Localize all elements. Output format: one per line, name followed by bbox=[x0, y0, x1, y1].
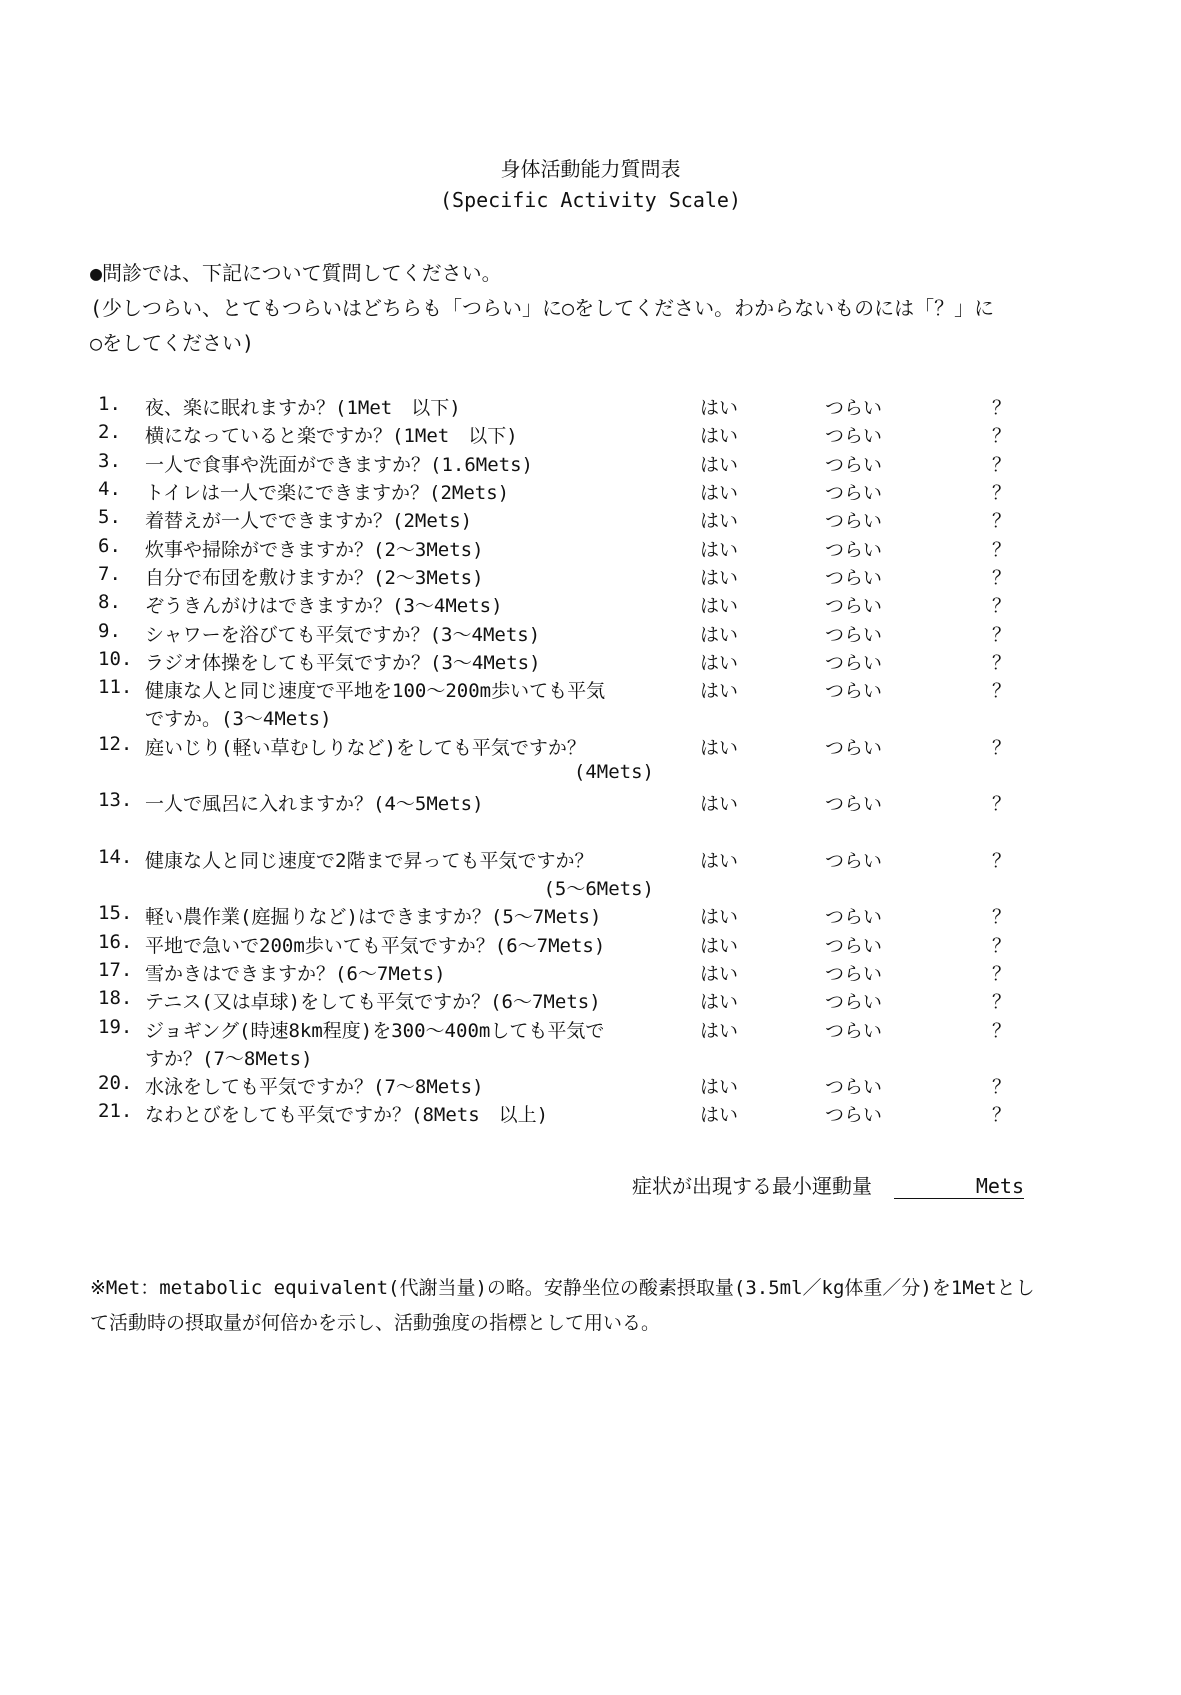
option-unknown[interactable]: ？ bbox=[992, 652, 1012, 674]
question-text: 庭いじり(軽い草むしりなど)をしても平気ですか？ bbox=[145, 737, 586, 759]
question-number: 10. bbox=[98, 648, 133, 670]
option-yes[interactable]: はい bbox=[700, 652, 739, 674]
option-unknown[interactable]: ？ bbox=[992, 906, 1012, 928]
option-yes[interactable]: はい bbox=[700, 793, 739, 815]
option-unknown[interactable]: ？ bbox=[992, 624, 1012, 646]
instruction-line-2: (少しつらい、とてもつらいはどちらも「つらい」に○をしてください。わからないものには「？」に bbox=[90, 296, 995, 320]
question-text-cont: すか？(7～8Mets) bbox=[145, 1048, 313, 1070]
option-yes[interactable]: はい bbox=[700, 510, 739, 532]
question-row bbox=[0, 902, 1181, 930]
question-number: 4. bbox=[98, 478, 121, 500]
option-yes[interactable]: はい bbox=[700, 567, 739, 589]
question-row bbox=[0, 506, 1181, 534]
option-unknown[interactable]: ？ bbox=[992, 850, 1012, 872]
question-text: 炊事や掃除ができますか？(2～3Mets) bbox=[145, 539, 484, 561]
question-text: 軽い農作業(庭掘りなど)はできますか？(5～7Mets) bbox=[145, 906, 602, 928]
question-text: ぞうきんがけはできますか？(3～4Mets) bbox=[145, 595, 503, 617]
question-text: 夜、楽に眠れますか？(1Met 以下) bbox=[145, 397, 461, 419]
option-yes[interactable]: はい bbox=[700, 1104, 739, 1126]
instruction-line-3: ○をしてください) bbox=[90, 331, 255, 355]
question-text: 一人で風呂に入れますか？(4～5Mets) bbox=[145, 793, 484, 815]
option-yes[interactable]: はい bbox=[700, 991, 739, 1013]
question-text: 平地で急いで200m歩いても平気ですか？(6～7Mets) bbox=[145, 935, 606, 957]
option-unknown[interactable]: ？ bbox=[992, 539, 1012, 561]
option-unknown[interactable]: ？ bbox=[992, 737, 1012, 759]
option-unknown[interactable]: ？ bbox=[992, 935, 1012, 957]
option-unknown[interactable]: ？ bbox=[992, 963, 1012, 985]
option-yes[interactable]: はい bbox=[700, 850, 739, 872]
question-text: テニス(又は卓球)をしても平気ですか？(6～7Mets) bbox=[145, 991, 601, 1013]
option-hard[interactable]: つらい bbox=[825, 906, 883, 928]
question-row bbox=[0, 421, 1181, 449]
summary-label: 症状が出現する最小運動量 bbox=[632, 1174, 872, 1198]
option-unknown[interactable]: ？ bbox=[992, 567, 1012, 589]
option-yes[interactable]: はい bbox=[700, 737, 739, 759]
question-number: 6. bbox=[98, 535, 121, 557]
question-number: 14. bbox=[98, 846, 133, 868]
question-row bbox=[0, 620, 1181, 648]
question-number: 7. bbox=[98, 563, 121, 585]
question-number: 8. bbox=[98, 591, 121, 613]
question-text: ジョギング(時速8km程度)を300～400mしても平気で bbox=[145, 1020, 605, 1042]
question-row bbox=[0, 648, 1181, 676]
option-hard[interactable]: つらい bbox=[825, 482, 883, 504]
question-row bbox=[0, 987, 1181, 1015]
question-text: 雪かきはできますか？(6～7Mets) bbox=[145, 963, 446, 985]
question-row bbox=[0, 789, 1181, 817]
option-hard[interactable]: つらい bbox=[825, 991, 883, 1013]
option-hard[interactable]: つらい bbox=[825, 737, 883, 759]
option-unknown[interactable]: ？ bbox=[992, 991, 1012, 1013]
option-unknown[interactable]: ？ bbox=[992, 510, 1012, 532]
option-unknown[interactable]: ？ bbox=[992, 482, 1012, 504]
question-text: 健康な人と同じ速度で平地を100～200m歩いても平気 bbox=[145, 680, 606, 702]
question-text: トイレは一人で楽にできますか？(2Mets) bbox=[145, 482, 510, 504]
question-text: 一人で食事や洗面ができますか？(1.6Mets) bbox=[145, 454, 533, 476]
footnote-line-1: ※Met：metabolic equivalent(代謝当量)の略。安静坐位の酸素摂取量(3.5ml／kg体重／分)を1Metとし bbox=[90, 1277, 1035, 1299]
question-row bbox=[0, 478, 1181, 506]
option-hard[interactable]: つらい bbox=[825, 510, 883, 532]
question-number: 21. bbox=[98, 1100, 133, 1122]
option-unknown[interactable]: ？ bbox=[992, 595, 1012, 617]
option-hard[interactable]: つらい bbox=[825, 454, 883, 476]
question-row bbox=[0, 393, 1181, 421]
option-hard[interactable]: つらい bbox=[825, 624, 883, 646]
question-number: 12. bbox=[98, 733, 133, 755]
option-unknown[interactable]: ？ bbox=[992, 1104, 1012, 1126]
option-hard[interactable]: つらい bbox=[825, 963, 883, 985]
question-text: 自分で布団を敷けますか？(2～3Mets) bbox=[145, 567, 484, 589]
question-row bbox=[0, 931, 1181, 959]
summary-line bbox=[632, 1170, 1024, 1199]
option-hard[interactable]: つらい bbox=[825, 397, 883, 419]
option-unknown[interactable]: ？ bbox=[992, 1076, 1012, 1098]
option-hard[interactable]: つらい bbox=[825, 425, 883, 447]
question-number: 16. bbox=[98, 931, 133, 953]
option-hard[interactable]: つらい bbox=[825, 595, 883, 617]
option-yes[interactable]: はい bbox=[700, 1020, 739, 1042]
question-text: シャワーを浴びても平気ですか？(3～4Mets) bbox=[145, 624, 541, 646]
question-row bbox=[0, 959, 1181, 987]
option-hard[interactable]: つらい bbox=[825, 567, 883, 589]
question-row bbox=[0, 676, 1181, 730]
mets-unit: Mets bbox=[975, 1174, 1024, 1198]
option-yes[interactable]: はい bbox=[700, 906, 739, 928]
question-text-cont: ですか。(3～4Mets) bbox=[145, 708, 332, 730]
question-row bbox=[0, 1072, 1181, 1100]
option-yes[interactable]: はい bbox=[700, 624, 739, 646]
option-unknown[interactable]: ？ bbox=[992, 1020, 1012, 1042]
option-hard[interactable]: つらい bbox=[825, 1020, 883, 1042]
option-unknown[interactable]: ？ bbox=[992, 425, 1012, 447]
question-number: 2. bbox=[98, 421, 121, 443]
question-row bbox=[0, 535, 1181, 563]
option-yes[interactable]: はい bbox=[700, 397, 739, 419]
option-hard[interactable]: つらい bbox=[825, 652, 883, 674]
option-unknown[interactable]: ？ bbox=[992, 454, 1012, 476]
footnote-line-2: て活動時の摂取量が何倍かを示し、活動強度の指標として用いる。 bbox=[90, 1312, 661, 1334]
option-unknown[interactable]: ？ bbox=[992, 680, 1012, 702]
option-yes[interactable]: はい bbox=[700, 454, 739, 476]
question-number: 17. bbox=[98, 959, 133, 981]
question-row bbox=[0, 563, 1181, 591]
option-yes[interactable]: はい bbox=[700, 1076, 739, 1098]
question-number: 20. bbox=[98, 1072, 133, 1094]
option-hard[interactable]: つらい bbox=[825, 1076, 883, 1098]
option-hard[interactable]: つらい bbox=[825, 680, 883, 702]
instruction-line-1: ●問診では、下記について質問してください。 bbox=[90, 261, 502, 285]
option-yes[interactable]: はい bbox=[700, 935, 739, 957]
question-text: なわとびをしても平気ですか？(8Mets 以上) bbox=[145, 1104, 549, 1126]
option-unknown[interactable]: ？ bbox=[992, 397, 1012, 419]
question-number: 13. bbox=[98, 789, 133, 811]
mets-blank-field[interactable] bbox=[894, 1174, 1024, 1199]
question-row bbox=[0, 1100, 1181, 1128]
question-text: 着替えが一人でできますか？(2Mets) bbox=[145, 510, 473, 532]
option-yes[interactable]: はい bbox=[700, 539, 739, 561]
question-number: 11. bbox=[98, 676, 133, 698]
question-text-cont: (4Mets) bbox=[573, 761, 654, 783]
question-number: 3. bbox=[98, 450, 121, 472]
option-hard[interactable]: つらい bbox=[825, 1104, 883, 1126]
question-text: 横になっていると楽ですか？(1Met 以下) bbox=[145, 425, 518, 447]
question-number: 5. bbox=[98, 506, 121, 528]
question-row bbox=[0, 733, 1181, 783]
question-row bbox=[0, 591, 1181, 619]
question-number: 19. bbox=[98, 1016, 133, 1038]
option-hard[interactable]: つらい bbox=[825, 935, 883, 957]
question-text: ラジオ体操をしても平気ですか？(3～4Mets) bbox=[145, 652, 541, 674]
question-row bbox=[0, 1016, 1181, 1070]
question-number: 15. bbox=[98, 902, 133, 924]
page-subtitle: (Specific Activity Scale) bbox=[439, 188, 742, 212]
question-text: 健康な人と同じ速度で2階まで昇っても平気ですか？ bbox=[145, 850, 594, 872]
option-yes[interactable]: はい bbox=[700, 595, 739, 617]
page-title: 身体活動能力質問表 bbox=[500, 157, 681, 181]
question-number: 9. bbox=[98, 620, 121, 642]
question-row bbox=[0, 846, 1181, 900]
option-yes[interactable]: はい bbox=[700, 425, 739, 447]
question-text-cont: (5～6Mets) bbox=[543, 878, 654, 900]
question-number: 18. bbox=[98, 987, 133, 1009]
question-number: 1. bbox=[98, 393, 121, 415]
question-row bbox=[0, 450, 1181, 478]
option-unknown[interactable]: ？ bbox=[992, 793, 1012, 815]
option-yes[interactable]: はい bbox=[700, 963, 739, 985]
option-yes[interactable]: はい bbox=[700, 680, 739, 702]
option-hard[interactable]: つらい bbox=[825, 539, 883, 561]
option-yes[interactable]: はい bbox=[700, 482, 739, 504]
question-text: 水泳をしても平気ですか？(7～8Mets) bbox=[145, 1076, 484, 1098]
option-hard[interactable]: つらい bbox=[825, 850, 883, 872]
option-hard[interactable]: つらい bbox=[825, 793, 883, 815]
